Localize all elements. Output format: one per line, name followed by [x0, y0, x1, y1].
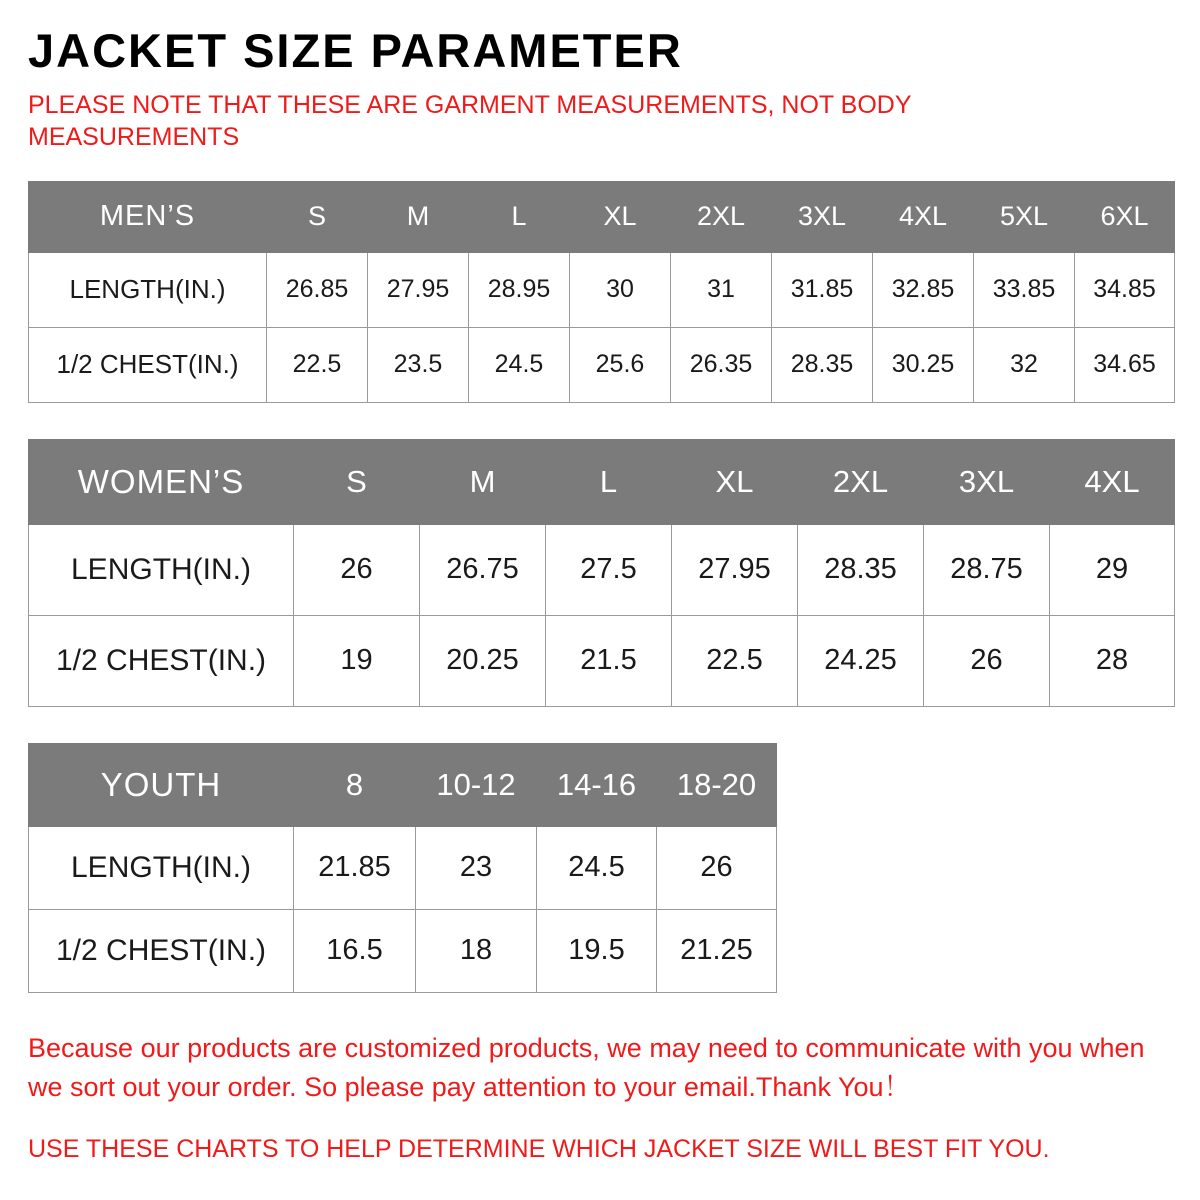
- table-cell: 31: [671, 252, 772, 327]
- table-cell: 29: [1050, 524, 1175, 615]
- table-cell: 28.35: [772, 327, 873, 402]
- table-row: [29, 524, 1175, 615]
- table-cell: 24.5: [469, 327, 570, 402]
- table-cell: 30.25: [873, 327, 974, 402]
- table-cell: 21.85: [294, 826, 416, 909]
- table-header-cell: S: [267, 181, 368, 252]
- table-cell: 26.75: [420, 524, 546, 615]
- table-header-cell: 18-20: [657, 743, 777, 826]
- womens-size-table: [28, 439, 1175, 707]
- table-cell: 19.5: [537, 909, 657, 992]
- table-cell: 27.5: [546, 524, 672, 615]
- table-cell: 27.95: [368, 252, 469, 327]
- table-cell: 25.6: [570, 327, 671, 402]
- table-header-row: [29, 181, 1175, 252]
- table-header-cell: 5XL: [974, 181, 1075, 252]
- table-cell: 20.25: [420, 615, 546, 706]
- table-header-cell: 3XL: [924, 439, 1050, 524]
- table-cell: 24.25: [798, 615, 924, 706]
- table-row: [29, 327, 1175, 402]
- row-label: LENGTH(IN.): [29, 524, 294, 615]
- table-header-cell: XL: [570, 181, 671, 252]
- table-cell: 23: [416, 826, 537, 909]
- table-header-cell: YOUTH: [29, 743, 294, 826]
- table-cell: 18: [416, 909, 537, 992]
- table-header-cell: L: [546, 439, 672, 524]
- table-row: [29, 615, 1175, 706]
- table-cell: 28: [1050, 615, 1175, 706]
- table-cell: 27.95: [672, 524, 798, 615]
- table-cell: 33.85: [974, 252, 1075, 327]
- table-cell: 32.85: [873, 252, 974, 327]
- row-label: 1/2 CHEST(IN.): [29, 909, 294, 992]
- youth-size-table: [28, 743, 777, 993]
- table-header-cell: 6XL: [1075, 181, 1175, 252]
- table-header-cell: M: [368, 181, 469, 252]
- table-header-cell: XL: [672, 439, 798, 524]
- table-cell: 34.65: [1075, 327, 1175, 402]
- row-label: 1/2 CHEST(IN.): [29, 615, 294, 706]
- table-cell: 26: [294, 524, 420, 615]
- table-cell: 31.85: [772, 252, 873, 327]
- table-row: [29, 826, 777, 909]
- table-cell: 26.85: [267, 252, 368, 327]
- table-cell: 26: [657, 826, 777, 909]
- table-header-row: [29, 439, 1175, 524]
- table-header-row: [29, 743, 777, 826]
- measurement-note: PLEASE NOTE THAT THESE ARE GARMENT MEASUREMENTS, NOT BODY MEASUREMENTS: [28, 90, 912, 151]
- row-label: LENGTH(IN.): [29, 826, 294, 909]
- table-header-cell: 10-12: [416, 743, 537, 826]
- table-cell: 24.5: [537, 826, 657, 909]
- row-label: LENGTH(IN.): [29, 252, 267, 327]
- table-row: [29, 909, 777, 992]
- table-cell: 32: [974, 327, 1075, 402]
- table-header-cell: MEN’S: [29, 181, 267, 252]
- table-row: [29, 252, 1175, 327]
- table-header-cell: 4XL: [873, 181, 974, 252]
- table-cell: 28.75: [924, 524, 1050, 615]
- mens-size-table: [28, 181, 1175, 403]
- table-cell: 28.95: [469, 252, 570, 327]
- table-header-cell: M: [420, 439, 546, 524]
- table-cell: 21.25: [657, 909, 777, 992]
- table-header-cell: 2XL: [798, 439, 924, 524]
- chart-usage-notice: USE THESE CHARTS TO HELP DETERMINE WHICH JACKET SIZE WILL BEST FIT YOU.: [28, 1135, 1050, 1164]
- table-cell: 22.5: [672, 615, 798, 706]
- table-cell: 30: [570, 252, 671, 327]
- table-header-cell: 3XL: [772, 181, 873, 252]
- table-header-cell: 14-16: [537, 743, 657, 826]
- table-cell: 23.5: [368, 327, 469, 402]
- table-cell: 26: [924, 615, 1050, 706]
- table-cell: 21.5: [546, 615, 672, 706]
- table-cell: 16.5: [294, 909, 416, 992]
- table-header-cell: WOMEN’S: [29, 439, 294, 524]
- table-header-cell: 4XL: [1050, 439, 1175, 524]
- row-label: 1/2 CHEST(IN.): [29, 327, 267, 402]
- table-header-cell: S: [294, 439, 420, 524]
- table-cell: 22.5: [267, 327, 368, 402]
- table-cell: 28.35: [798, 524, 924, 615]
- customization-notice: Because our products are customized products, we may need to communicate with you when we sort out your order. So please pay attention to your email.Thank You！: [28, 1032, 1145, 1102]
- table-cell: 26.35: [671, 327, 772, 402]
- table-cell: 19: [294, 615, 420, 706]
- table-header-cell: L: [469, 181, 570, 252]
- page-title: JACKET SIZE PARAMETER: [28, 24, 683, 77]
- table-cell: 34.85: [1075, 252, 1175, 327]
- table-header-cell: 2XL: [671, 181, 772, 252]
- table-header-cell: 8: [294, 743, 416, 826]
